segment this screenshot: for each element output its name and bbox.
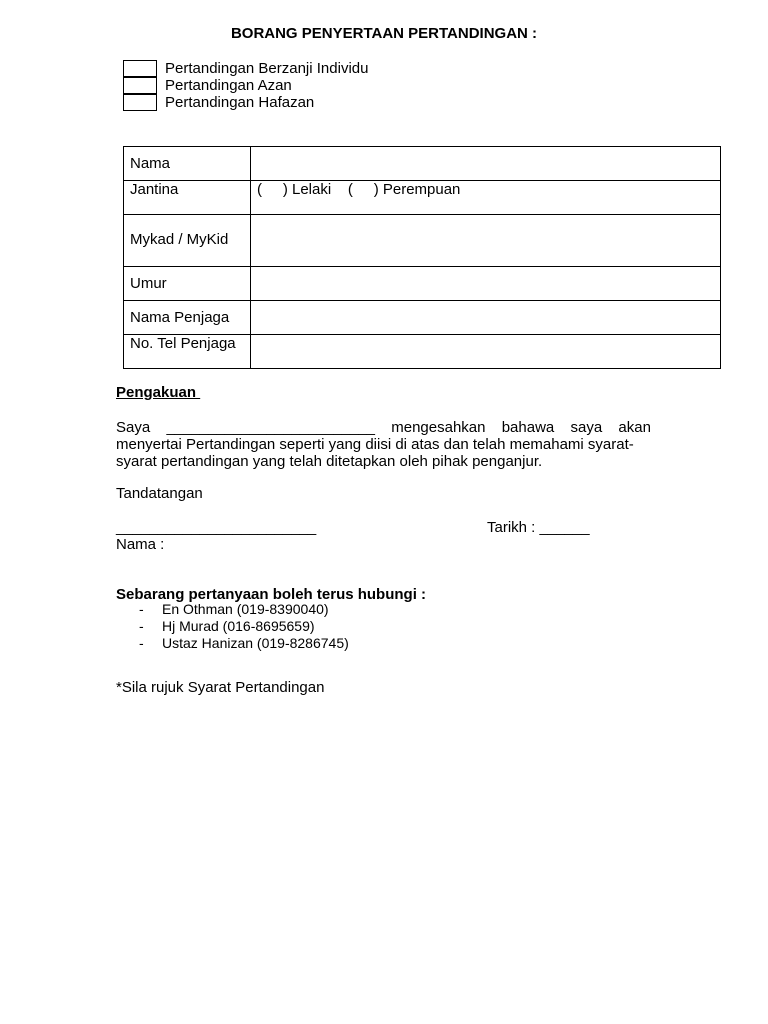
pengakuan-line-3: syarat pertandingan yang telah ditetapkan oleh pihak penganjur. (116, 453, 543, 470)
field-input-nama[interactable] (251, 147, 721, 181)
category-hafazan[interactable] (123, 94, 314, 111)
field-label-jantina: Jantina (124, 181, 251, 215)
contact-text: Ustaz Hanizan (019-8286745) (162, 635, 349, 651)
category-checkbox[interactable] (123, 94, 157, 111)
field-label-nama-penjaga: Nama Penjaga (124, 301, 251, 335)
list-dash: - (139, 635, 144, 651)
list-dash: - (139, 601, 144, 617)
category-label: Pertandingan Berzanji Individu (165, 60, 369, 77)
list-dash: - (139, 618, 144, 634)
pengakuan-heading: Pengakuan (116, 384, 201, 401)
table-row (124, 215, 721, 267)
field-input-nama-penjaga[interactable] (251, 301, 721, 335)
name-blank[interactable]: _________________________ (166, 419, 375, 436)
form-title: BORANG PENYERTAAN PERTANDINGAN : (230, 25, 538, 42)
category-label: Pertandingan Hafazan (165, 94, 315, 111)
pengakuan-paragraph (116, 419, 651, 470)
pengakuan-line-2: menyertai Pertandingan seperti yang diisi di atas dan telah memahami syarat- (116, 436, 634, 453)
category-checkbox[interactable] (123, 60, 157, 77)
table-row (124, 181, 721, 215)
table-row (124, 301, 721, 335)
field-input-umur[interactable] (251, 267, 721, 301)
table-row (124, 267, 721, 301)
contact-heading: Sebarang pertanyaan boleh terus hubungi : (116, 586, 427, 603)
category-berzanji[interactable] (123, 60, 368, 77)
footnote: *Sila rujuk Syarat Pertandingan (116, 679, 325, 696)
contact-list (116, 601, 349, 652)
field-input-mykad[interactable] (251, 215, 721, 267)
field-input-no-tel-penjaga[interactable] (251, 335, 721, 369)
participant-info-table (123, 146, 721, 369)
date-field[interactable]: Tarikh : ______ (487, 519, 590, 536)
field-label-umur: Umur (124, 267, 251, 301)
field-label-nama: Nama (124, 147, 251, 181)
contact-text: Hj Murad (016-8695659) (162, 618, 315, 634)
list-item (116, 635, 349, 652)
category-checkbox[interactable] (123, 77, 157, 94)
pengakuan-line-1 (116, 419, 651, 436)
list-item (116, 601, 349, 618)
table-row (124, 147, 721, 181)
word: bahawa (501, 419, 555, 436)
gender-options: ( ) Lelaki ( ) Perempuan (257, 181, 461, 198)
field-label-mykad: Mykad / MyKid (124, 215, 251, 267)
word: akan (618, 419, 651, 436)
word: mengesahkan (391, 419, 486, 436)
contact-text: En Othman (019-8390040) (162, 601, 329, 617)
field-label-no-tel-penjaga: No. Tel Penjaga (124, 335, 251, 369)
category-label: Pertandingan Azan (165, 77, 292, 94)
category-azan[interactable] (123, 77, 292, 94)
table-row (124, 335, 721, 369)
word: saya (570, 419, 603, 436)
signature-label: Tandatangan (116, 485, 203, 502)
field-input-jantina[interactable] (251, 181, 721, 215)
signature-name: Nama : (116, 536, 165, 553)
signature-line[interactable]: ________________________ (116, 519, 317, 536)
saya-word: Saya (116, 419, 151, 436)
list-item (116, 618, 349, 635)
